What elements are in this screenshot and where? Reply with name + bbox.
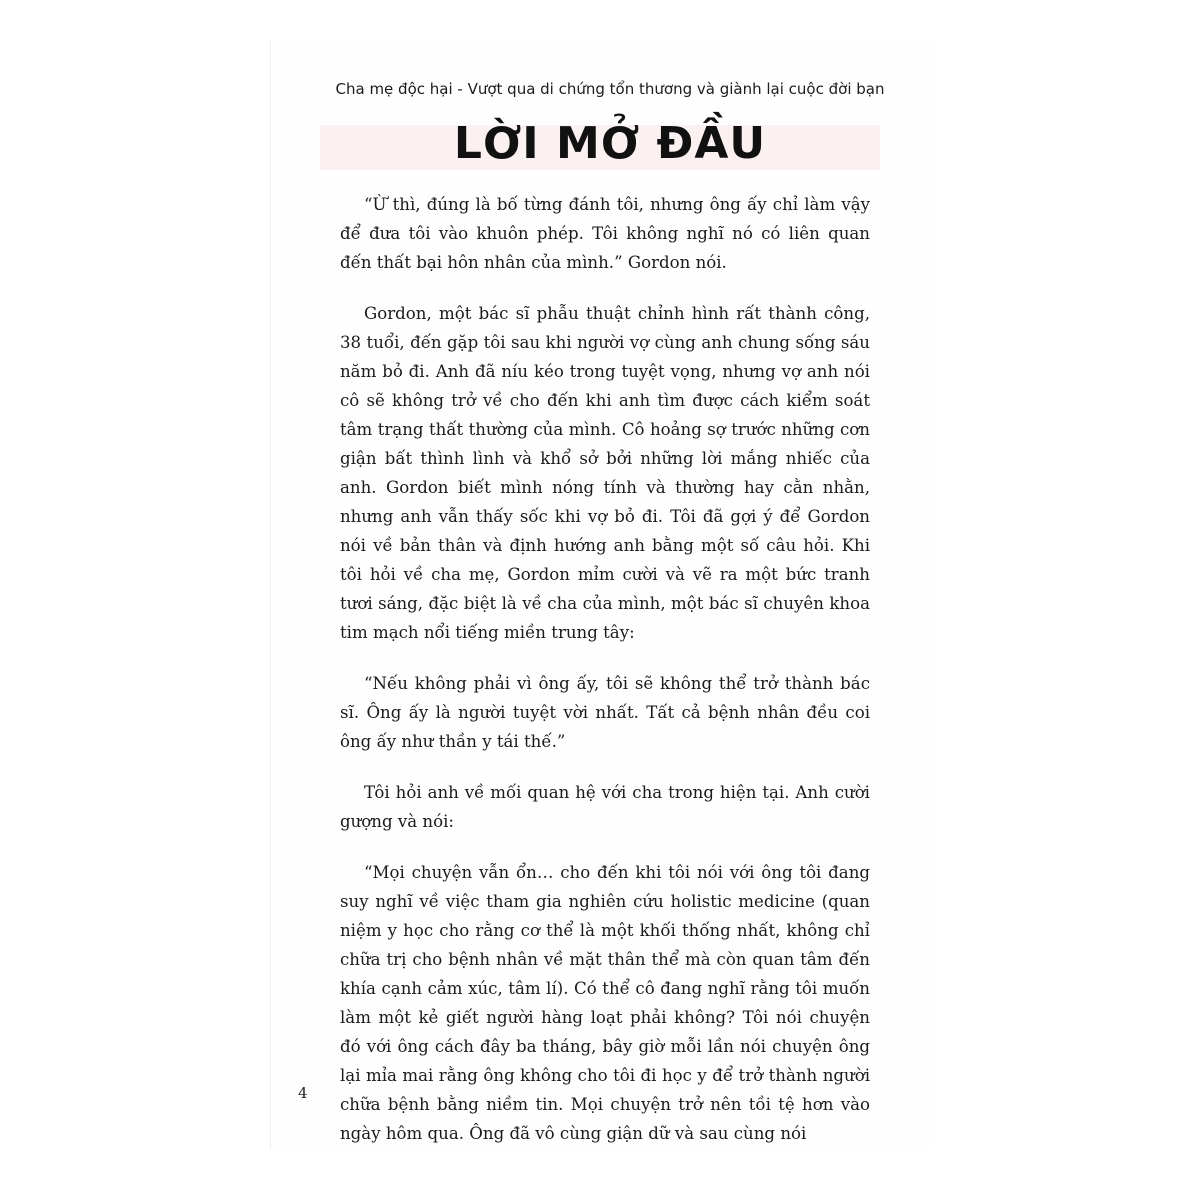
paragraph: Tôi hỏi anh về mối quan hệ với cha trong hiện tại. Anh cười gượng và nói: <box>340 783 870 831</box>
page-number: 4 <box>298 1084 308 1102</box>
paragraph: “Ừ thì, đúng là bố từng đánh tôi, nhưng ông ấy chỉ làm vậy để đưa tôi vào khuôn phép. Tôi không nghĩ nó có liên quan đến thất bại hôn nhân của mình.” Gordon nói. <box>340 195 870 272</box>
body-text <box>340 190 870 1170</box>
paragraph: “Nếu không phải vì ông ấy, tôi sẽ không thể trở thành bác sĩ. Ông ấy là người tuyệt vời nhất. Tất cả bệnh nhân đều coi ông ấy như thần y tái thế.” <box>340 674 870 751</box>
paragraph: Gordon, một bác sĩ phẫu thuật chỉnh hình rất thành công, 38 tuổi, đến gặp tôi sau khi người vợ cùng anh chung sống sáu năm bỏ đi. Anh đã níu kéo trong tuyệt vọng, nhưng vợ anh nói cô sẽ không trở về cho đến khi anh tìm được cách kiểm soát tâm trạng thất thường của mình. Cô hoảng sợ trước những cơn giận bất thình lình và khổ sở bởi những lời mắng nhiếc của anh. Gordon biết mình nóng tính và thường hay cằn nhằn, nhưng anh vẫn thấy sốc khi vợ bỏ đi. Tôi đã gợi ý để Gordon nói về bản thân và định hướng anh bằng một số câu hỏi. Khi tôi hỏi về cha mẹ, Gordon mỉm cười và vẽ ra một bức tranh tươi sáng, đặc biệt là về cha của mình, một bác sĩ chuyên khoa tim mạch nổi tiếng miền trung tây: <box>340 304 870 642</box>
running-header: Cha mẹ độc hại - Vượt qua di chứng tổn thương và giành lại cuộc đời bạn <box>335 80 885 98</box>
paragraph: “Mọi chuyện vẫn ổn… cho đến khi tôi nói với ông tôi đang suy nghĩ về việc tham gia nghiên cứu holistic medicine (quan niệm y học cho rằng cơ thể là một khối thống nhất, không chỉ chữa trị cho bệnh nhân về mặt thân thể mà còn quan tâm đến khía cạnh cảm xúc, tâm lí). Có thể cô đang nghĩ rằng tôi muốn làm một kẻ giết người hàng loạt phải không? Tôi nói chuyện đó với ông cách đây ba tháng, bây giờ mỗi lần nói chuyện ông lại mỉa mai rằng ông không cho tôi đi học y để trở thành người chữa bệnh bằng niềm tin. Mọi chuyện trở nên tồi tệ hơn vào ngày hôm qua. Ông đã vô cùng giận dữ và sau cùng nói <box>340 863 870 1143</box>
chapter-title: LỜI MỞ ĐẦU <box>453 118 767 169</box>
